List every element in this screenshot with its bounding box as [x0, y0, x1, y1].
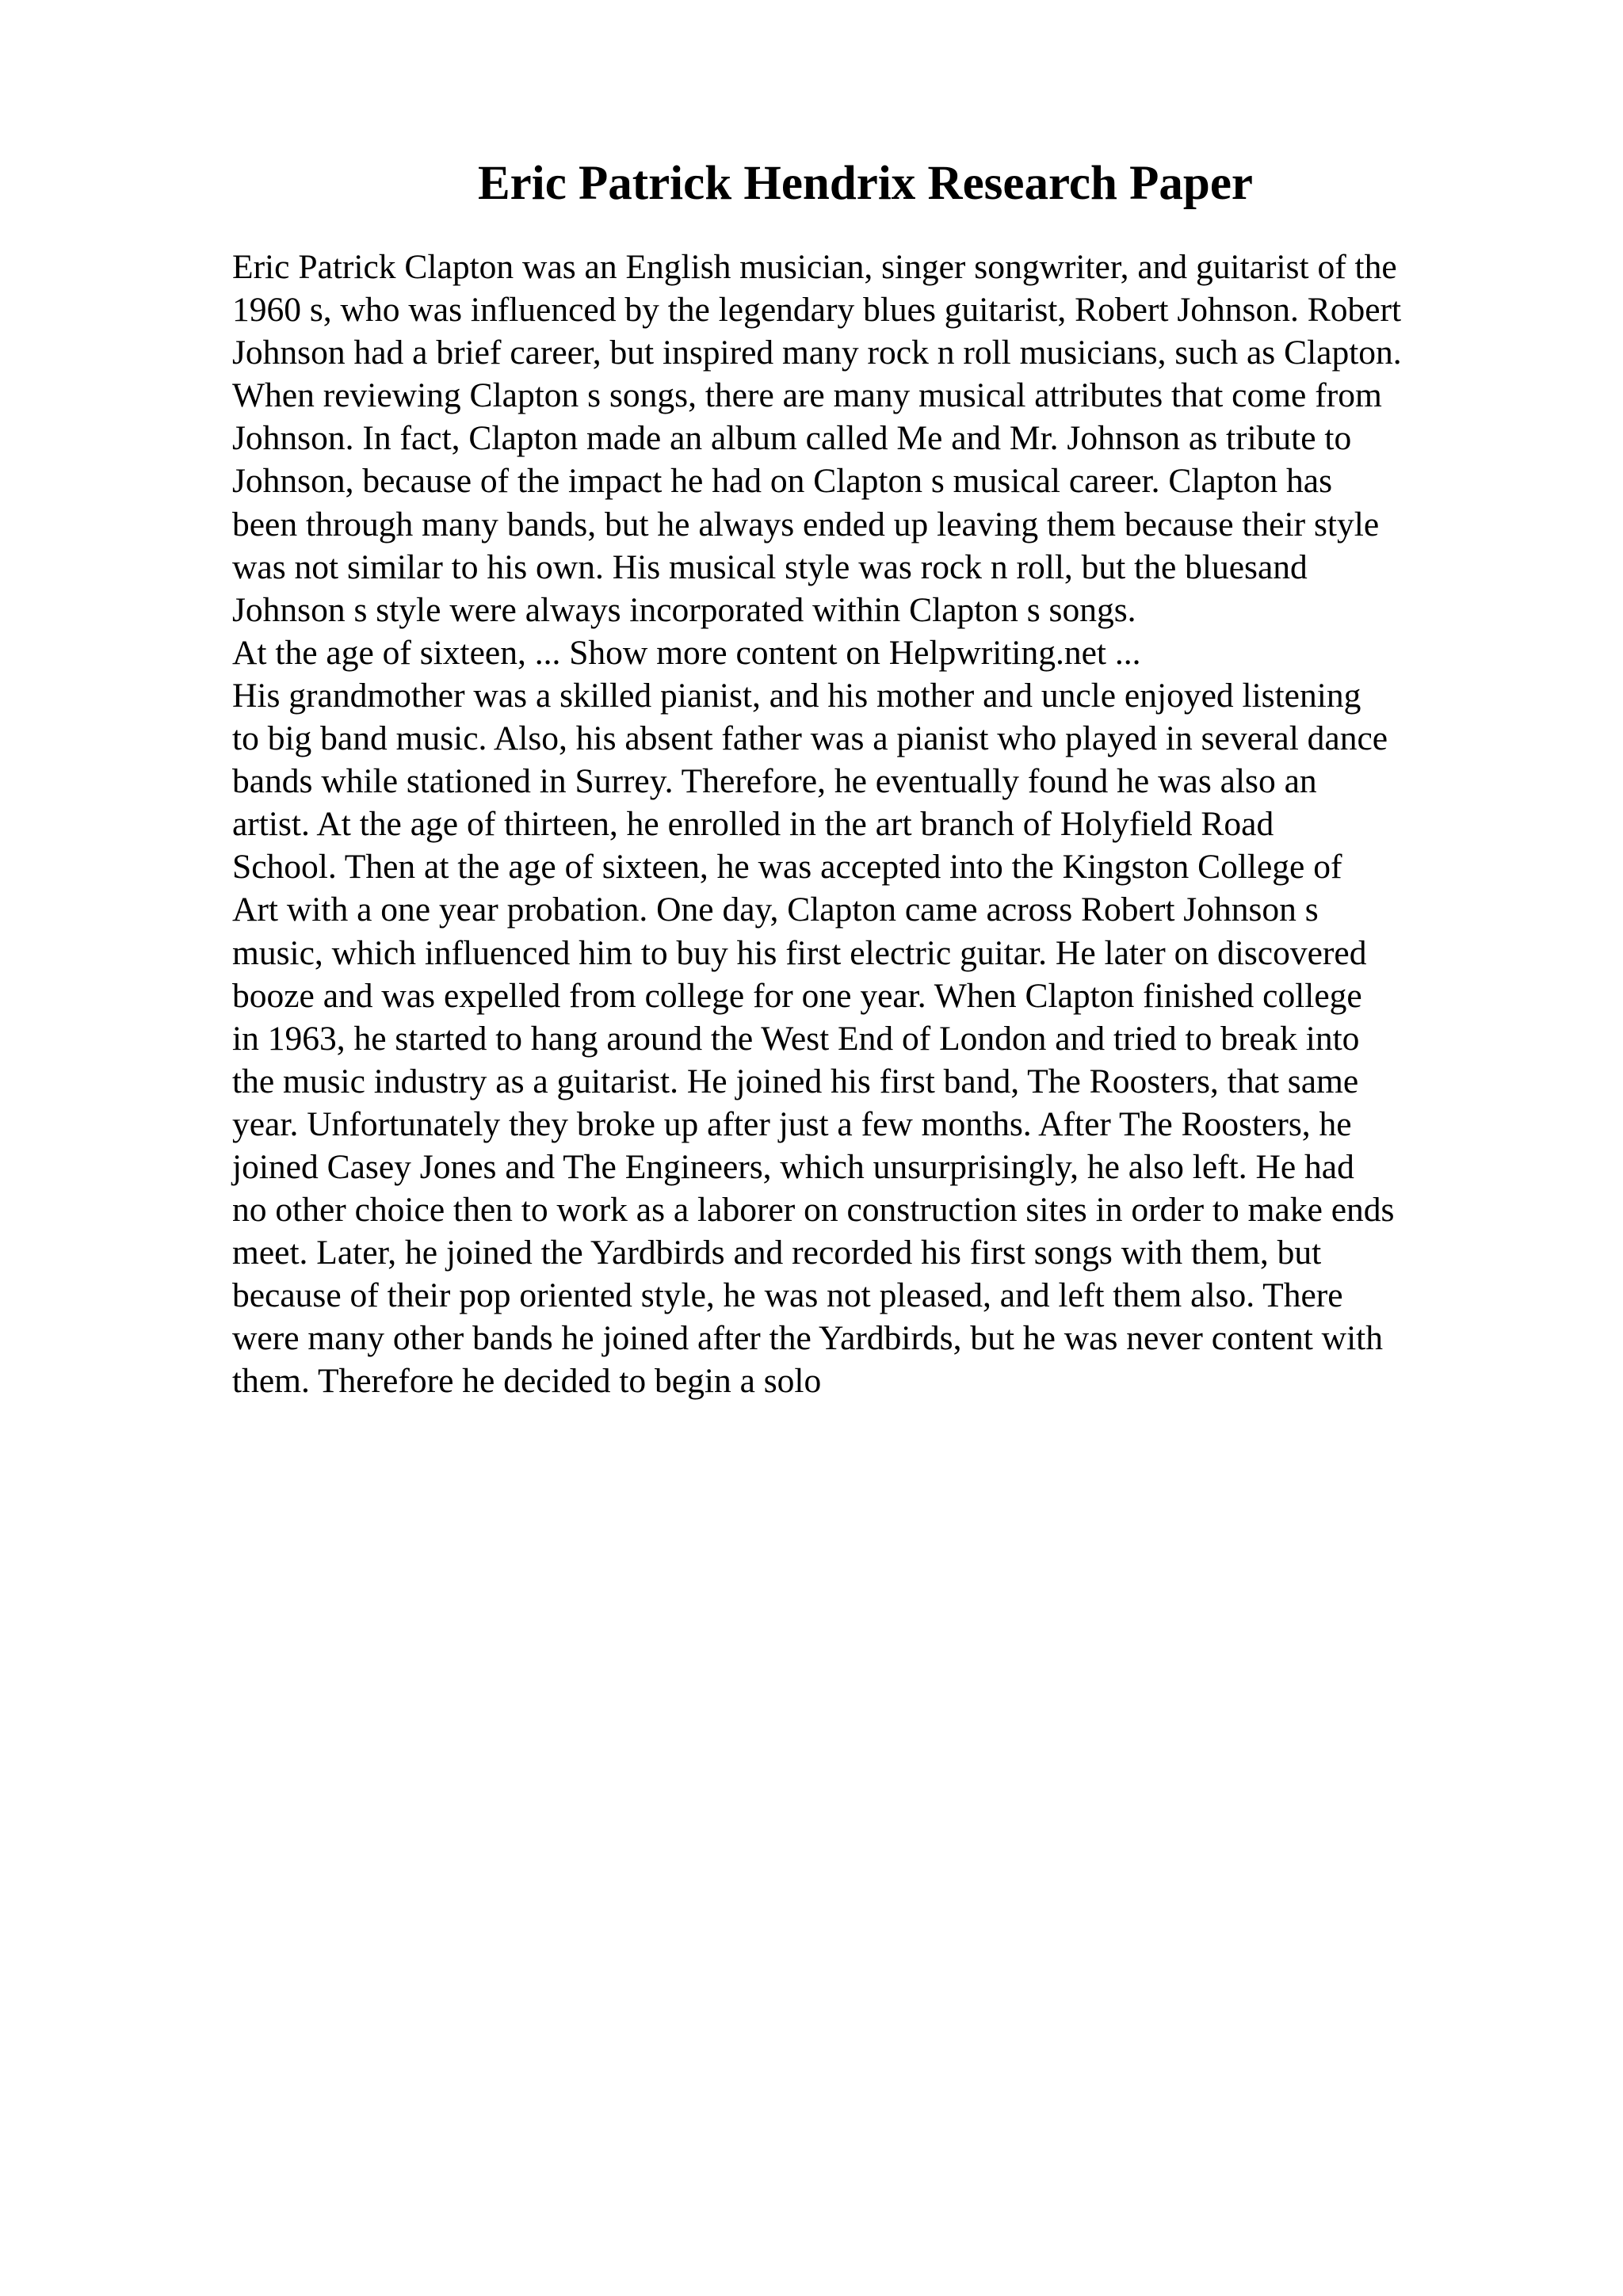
body-line: joined Casey Jones and The Engineers, which unsurprisingly, he also left. He had: [232, 1147, 1354, 1186]
body-line: the music industry as a guitarist. He joined his first band, The Roosters, that same: [232, 1062, 1359, 1100]
body-line: been through many bands, but he always ended up leaving them because their style: [232, 505, 1380, 543]
body-line: in 1963, he started to hang around the West End of London and tried to break into: [232, 1019, 1360, 1058]
body-line: 1960 s, who was influenced by the legendary blues guitarist, Robert Johnson. Robert: [232, 291, 1402, 330]
body-line: Johnson had a brief career, but inspired many rock n roll musicians, such as Clapton.: [232, 334, 1402, 372]
body-line: His grandmother was a skilled pianist, and his mother and uncle enjoyed listening: [232, 676, 1361, 715]
body-line: Art with a one year probation. One day, Clapton came across Robert Johnson s: [232, 891, 1319, 929]
body-line: Eric Patrick Clapton was an English musician, singer songwriter, and guitarist of the: [232, 248, 1397, 286]
body-line: Johnson, because of the impact he had on Clapton s musical career. Clapton has: [232, 462, 1333, 501]
body-line: School. Then at the age of sixteen, he was accepted into the Kingston College of: [232, 848, 1342, 887]
document-body: [232, 246, 1532, 1403]
body-line: artist. At the age of thirteen, he enrolled in the art branch of Holyfield Road: [232, 805, 1274, 844]
body-line: When reviewing Clapton s songs, there are many musical attributes that come from: [232, 376, 1382, 415]
body-line: no other choice then to work as a laborer on construction sites in order to make ends: [232, 1191, 1395, 1230]
body-line: was not similar to his own. His musical style was rock n roll, but the bluesand: [232, 547, 1308, 586]
body-line: Johnson s style were always incorporated within Clapton s songs.: [232, 590, 1136, 629]
show-more-line: At the age of sixteen, ... Show more content on Helpwriting.net ...: [232, 633, 1141, 672]
document-title: Eric Patrick Hendrix Research Paper: [477, 157, 1254, 210]
body-line: year. Unfortunately they broke up after just a few months. After The Roosters, he: [232, 1104, 1352, 1143]
body-line: music, which influenced him to buy his first electric guitar. He later on discovered: [232, 933, 1367, 972]
body-line: Johnson. In fact, Clapton made an album called Me and Mr. Johnson as tribute to: [232, 419, 1352, 458]
body-line: bands while stationed in Surrey. Therefore, he eventually found he was also an: [232, 762, 1317, 801]
body-line: booze and was expelled from college for one year. When Clapton finished college: [232, 976, 1362, 1015]
body-line: meet. Later, he joined the Yardbirds and recorded his first songs with them, but: [232, 1234, 1322, 1272]
body-line: because of their pop oriented style, he was not pleased, and left them also. There: [232, 1276, 1343, 1315]
body-line: were many other bands he joined after the Yardbirds, but he was never content with: [232, 1319, 1384, 1358]
body-line: to big band music. Also, his absent father was a pianist who played in several dance: [232, 719, 1388, 758]
body-line: them. Therefore he decided to begin a solo: [232, 1362, 822, 1401]
